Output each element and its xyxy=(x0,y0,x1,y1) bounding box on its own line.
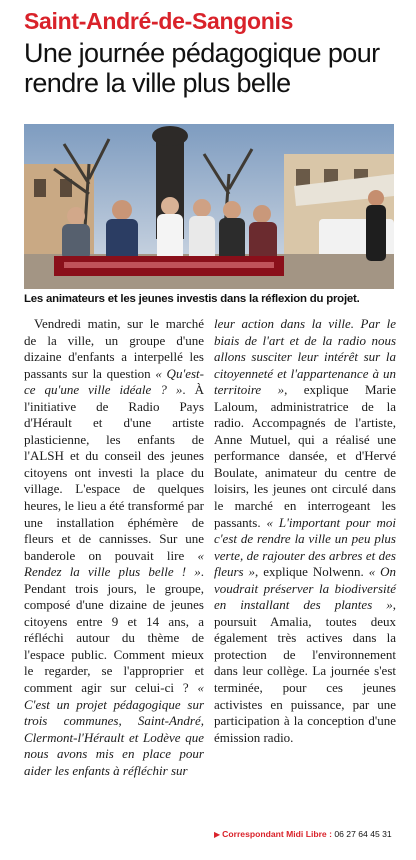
market-square-photo-icon xyxy=(24,124,394,289)
article-column-right xyxy=(214,316,396,746)
quote-run: « C'est un projet pédagogique sur trois communes, Saint-André, Clermont-l'Hérault et Lodève que nous avons mis en place pour aider les enfants à réfléchir sur xyxy=(24,680,204,778)
text-run: , explique Marie Laloum, administratrice de la radio. Accompagnés de l'artiste, Anne Mutuel, qui a réalisé une performance dansée, et d'Hervé Boulate, animateur du centre de loisirs, les jeunes ont circulé dans le marché en interrogeant les passants. xyxy=(214,382,396,530)
quote-run: « Qu'est-ce qu'une ville idéale ? » xyxy=(24,365,204,398)
article-column-left xyxy=(24,316,204,779)
correspondent-phone: 06 27 64 45 31 xyxy=(334,829,392,839)
text-run: . À l'initiative de Radio Pays d'Hérault et d'une artiste plasticienne, les enfants de l'ALSH et du conseil des jeunes citoyens ont investi la place du village. L'espace de quelques heures, le lieu a été transformé par une installation éphémère de fleurs et de cannisses. Sur une banderole on pouvait lire xyxy=(24,382,205,563)
correspondent-signoff xyxy=(214,829,404,839)
quote-run: « Rendez la ville plus belle ! » xyxy=(24,547,204,580)
quote-run: leur action dans la ville. Par le biais de l'art et de la radio nous allons susciter leur intérêt sur la citoyenneté et l'appartenance à un territoire » xyxy=(214,316,396,398)
article-photo xyxy=(24,124,394,289)
triangle-arrow-icon: ▶ xyxy=(214,830,221,839)
correspondent-label: Correspondant Midi Libre : xyxy=(222,829,332,839)
text-run: Vendredi matin, sur le marché de la ville, un groupe d'une dizaine d'enfants a interpellé les passants sur la question xyxy=(24,316,204,381)
article-headline: Une journée pédagogique pour rendre la ville plus belle xyxy=(24,38,380,98)
text-run: , poursuit Amalia, toutes deux également très actives dans la protection de l'environnement dans leur collège. La journée s'est terminée, pour ces jeunes activistes en puissance, par une participation à la conception d'une émission radio. xyxy=(214,597,396,745)
article-kicker: Saint-André-de-Sangonis xyxy=(24,8,294,34)
column-left-text xyxy=(24,316,204,779)
photo-caption: Les animateurs et les jeunes investis dans la réflexion du projet. xyxy=(24,293,360,305)
text-run: . Pendant trois jours, le groupe, composé d'une dizaine de jeunes citoyens entre 9 et 14 ans, a réfléchi autour du thème de l'espace public. Comment mieux le regarder, se l'approprier et comment agir sur celui-ci ? xyxy=(24,564,204,696)
quote-run: « On voudrait préserver la biodiversité en installant des plantes » xyxy=(214,564,397,613)
text-run: , explique Nolwenn. xyxy=(255,564,369,580)
quote-run: « L'important pour moi c'est de rendre la ville un peu plus verte, de rajouter des arbres et des fleurs » xyxy=(214,514,396,580)
column-right-text xyxy=(214,316,396,746)
